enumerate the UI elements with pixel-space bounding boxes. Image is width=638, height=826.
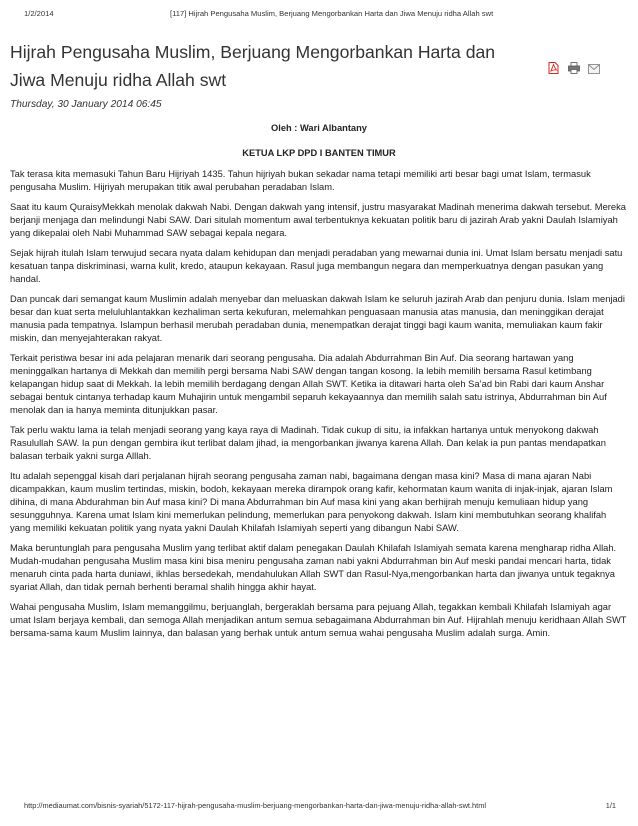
page-number: 1/1 [605,801,616,810]
paragraph: Maka beruntunglah para pengusaha Muslim yang terlibat aktif dalam penegakan Daulah Khilafah Islamiyah semata karena mengharap ridha Allah. Mudah-mudahan pengusaha Muslim masa kini bisa meniru pengusaha zaman nabi yakni Abdurrahman bin Auf meski pandai mencari harta, tidak menaruh cinta pada harta duniawi, ikhlas bersedekah, mendahulukan Allah SWT dan Rasul-Nya,mengorbankan harta dan jiwanya untuk tegaknya syariat Allah, dan tidak pernah berhenti beramal shalih hingga akhir hayat. [10,543,617,592]
article-title: Hijrah Pengusaha Muslim, Berjuang Mengorbankan Harta dan Jiwa Menuju ridha Allah swt [10,42,496,90]
email-icon[interactable] [588,61,600,71]
source-url[interactable]: http://mediaumat.com/bisnis-syariah/5172-117-hijrah-pengusaha-muslim-berjuang-mengorbankan-harta-dan-jiwa-menuju-ridha-allah-swt.html [24,801,486,810]
author-affiliation: KETUA LKP DPD I BANTEN TIMUR [242,148,396,158]
print-page-title: [117] Hijrah Pengusaha Muslim, Berjuang Mengorbankan Harta dan Jiwa Menuju ridha Allah swt [170,9,494,18]
article-body [10,168,628,647]
paragraph: Itu adalah sepenggal kisah dari perjalanan hijrah seorang pengusaha zaman nabi, bagaimana dengan masa kini? Masa di mana ajaran Nabi dicampakkan, kaum muslim tertindas, miskin, bodoh, kekayaan mereka dirampok orang kafir, kehormatan kaum wanita di injak-injak, ajaran Islam dihina, di mana Abdurahman bin Auf masa kini? Di mana Abdurrahman bin Auf masa kini yang akan berhijrah menuju kemuliaan hidup yang sesungguhnya. Karena umat Islam kini memerlukan pelindung, memerlukan para penyokong dakwah. Islam kini membutuhkan seorang khalifah yang memiliki kekuatan politik yang nyata yakni Daulah Khilafah Islamiyah seperti yang dibangun Nabi SAW. [10,471,613,533]
author-line: Oleh : Wari Albantany [271,123,367,133]
article-date: Thursday, 30 January 2014 06:45 [10,99,162,110]
paragraph: Dan puncak dari semangat kaum Muslimin adalah menyebar dan meluaskan dakwah Islam ke seluruh jazirah Arab dan penjuru dunia. Islam menjadi besar dan kuat serta meluluhlantakkan kezhaliman serta kekufuran, melemahkan penguasaan manusia atas manusia, dan meninggikan derajat manusia pada tempatnya. Islampun berhasil merubah peradaban dunia, menempatkan derajat tinggi bagi kaum wanita, memuliakan kaum fakir miskin, dan menyejahterakan rakyat. [10,294,625,343]
paragraph: Terkait peristiwa besar ini ada pelajaran menarik dari seorang pengusaha. Dia adalah Abdurrahman Bin Auf. Dia seorang hartawan yang meninggalkan hartanya di Mekkah dan memilih pergi bersama Nabi SAW dengan tangan kosong. Ia lebih memilih bersama Rasul ketimbang kelapangan hidup saat di Mekkah. Ia lebih memilih berdagang dengan Allah SWT. Ketika ia ditawari harta oleh Sa’ad bin Rabi dari kaum Anshar sebagai bentuk cintanya terhadap kaum Muhajirin untuk mengambil separuh kekayaannya dan memilih salah satu istrinya, Abdurrahman bin Auf menolak dan ia hanya meminta ditunjukkan pasar. [10,353,607,415]
paragraph: Tak perlu waktu lama ia telah menjadi seorang yang kaya raya di Madinah. Tidak cukup di situ, ia infakkan hartanya untuk menyokong dakwah Rasulullah SAW. Ia pun dengan gembira ikut terlibat dalam jihad, ia mengorbankan jiwanya karena Allah. Dan kelak ia pun pantas mendapatkan balasan terbaik yakni surga Alllah. [10,425,606,461]
paragraph: Sejak hijrah itulah Islam terwujud secara nyata dalam kehidupan dan menjadi peradaban yang mewarnai dunia ini. Umat Islam bersatu menjadi satu kesatuan tanpa diskriminasi, warna kulit, kredo, ataupun kekayaan. Rasul juga membangun negara dan memperkuatnya dengan pasukan yang handal. [10,248,623,284]
paragraph: Tak terasa kita memasuki Tahun Baru Hijriyah 1435. Tahun hijriyah bukan sekadar nama tetapi memiliki arti besar bagi umat Islam, termasuk pengusaha Muslim. Hijriyah merupakan titik awal perubahan peradaban Islam. [10,169,591,192]
print-footer [24,801,616,813]
article-actions [548,61,628,75]
paragraph: Wahai pengusaha Muslim, Islam memanggilmu, berjuanglah, bergeraklah bersama para pejuang Allah, tegakkan kembali Khilafah Islamiyah agar umat Islam berjaya kembali, dan semoga Allah menjadikan antum semua sebagaimana Abdurrahman bin Auf. Hijrahlah menuju keridhaan Allah SWT bersama-sama kaum Muslim lainnya, dan balasan yang berhak untuk antum semua wahai pengusaha Muslim adalah surga. Amin. [10,602,627,638]
print-date: 1/2/2014 [24,9,54,18]
pdf-icon[interactable] [548,61,559,73]
paragraph: Saat itu kaum QuraisyMekkah menolak dakwah Nabi. Dengan dakwah yang intensif, justru masyarakat Madinah menerima dakwah tersebut. Mereka berjanji menjaga dan melindungi Nabi SAW. Dari situlah momentum awal terbentuknya kekuatan politik baru di jazirah Arab yakni Daulah Islamiyah yang dikepalai oleh Nabi Muhammad SAW sebagai kepala negara. [10,202,626,238]
print-icon[interactable] [568,61,580,73]
print-header [0,9,638,23]
